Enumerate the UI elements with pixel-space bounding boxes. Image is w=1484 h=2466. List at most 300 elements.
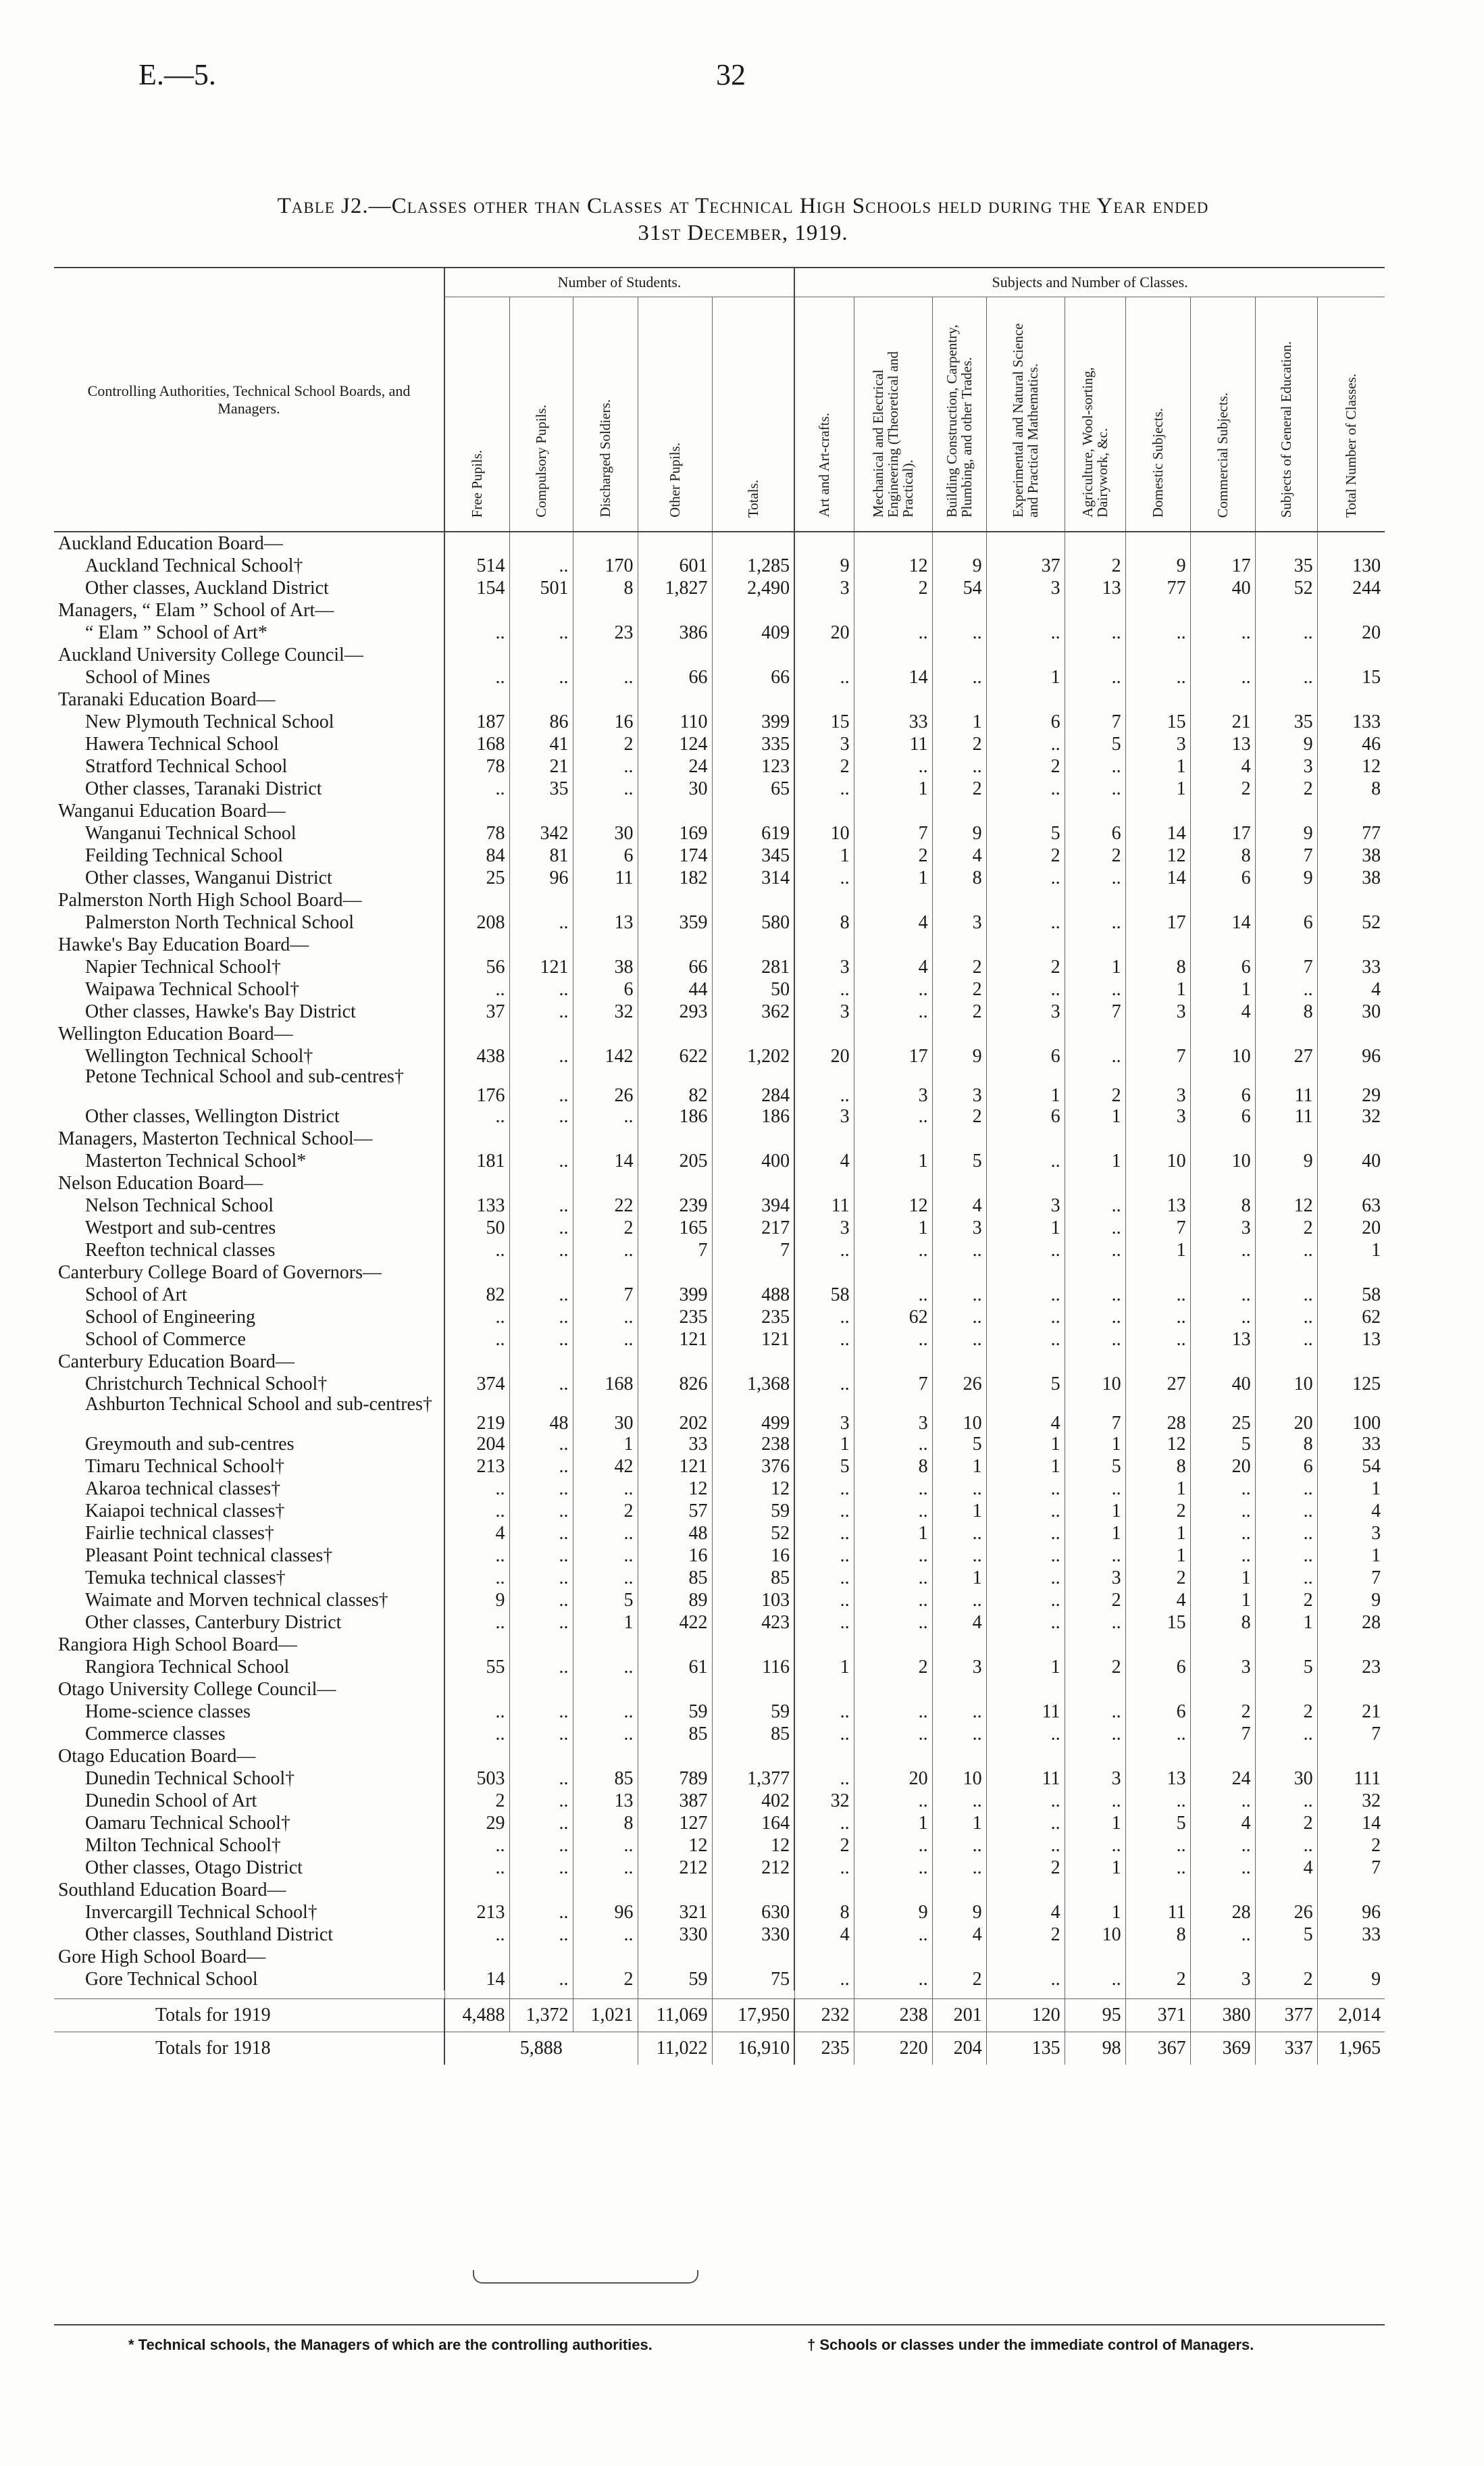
- row-cell: 423: [712, 1611, 794, 1634]
- row-cell: [1255, 800, 1317, 822]
- table-row: [54, 1834, 1385, 1857]
- row-cell: 499: [712, 1395, 794, 1433]
- col-general: Subjects of General Education.: [1255, 297, 1317, 532]
- row-cell: [932, 1678, 986, 1701]
- row-cell: 345: [712, 845, 794, 867]
- row-name: Temuka technical classes†: [85, 1567, 286, 1588]
- row-name: Greymouth and sub-centres: [85, 1434, 295, 1455]
- row-cell: 7: [1317, 1723, 1385, 1745]
- row-cell: ..: [1065, 1239, 1125, 1261]
- row-cell: 208: [444, 911, 509, 934]
- row-cell: 1: [854, 1812, 932, 1834]
- row-cell: ..: [1065, 755, 1125, 778]
- row-cell: 213: [444, 1901, 509, 1923]
- row-cell: 422: [638, 1611, 712, 1634]
- row-cell: 601: [638, 555, 712, 577]
- row-cell: [712, 889, 794, 911]
- row-cell: [854, 1678, 932, 1701]
- row-cell: ..: [573, 778, 638, 800]
- row-name: Milton Technical School†: [85, 1835, 281, 1856]
- row-cell: ..: [932, 1306, 986, 1328]
- row-cell: 409: [712, 622, 794, 644]
- row-cell: 9: [1255, 733, 1317, 755]
- row-cell: ..: [1065, 1968, 1125, 1990]
- row-cell: [932, 934, 986, 956]
- row-cell: 1: [1065, 1857, 1125, 1879]
- row-cell: 5: [1065, 733, 1125, 755]
- row-cell: [1255, 1634, 1317, 1656]
- row-cell: 9: [932, 1045, 986, 1067]
- row-cell: [444, 532, 509, 555]
- row-cell: 7: [1255, 956, 1317, 978]
- row-cell: ..: [509, 1923, 573, 1946]
- row-cell: 14: [1190, 911, 1255, 934]
- row-cell: [509, 1634, 573, 1656]
- row-cell: ..: [1065, 1328, 1125, 1351]
- row-cell: 17: [1190, 822, 1255, 845]
- row-cell: [712, 1023, 794, 1045]
- row-cell: [1190, 644, 1255, 666]
- row-cell: 168: [444, 733, 509, 755]
- row-cell: [1065, 800, 1125, 822]
- row-cell: 89: [638, 1589, 712, 1611]
- authority-heading-row: [54, 599, 1385, 622]
- row-cell: [712, 1128, 794, 1150]
- row-cell: 399: [712, 711, 794, 733]
- row-cell: ..: [854, 622, 932, 644]
- row-cell: 6: [986, 1045, 1065, 1067]
- totals-1918-cell: 1,965: [1317, 2032, 1385, 2065]
- row-cell: [986, 1745, 1065, 1767]
- row-cell: ..: [1065, 1544, 1125, 1567]
- row-cell: 75: [712, 1968, 794, 1990]
- row-cell: 3: [932, 1656, 986, 1678]
- row-name: Wellington Education Board—: [58, 1024, 293, 1045]
- row-cell: [1125, 1261, 1190, 1284]
- row-cell: [573, 1946, 638, 1968]
- row-cell: ..: [573, 1544, 638, 1567]
- row-cell: 44: [638, 978, 712, 1001]
- row-cell: 35: [1255, 711, 1317, 733]
- row-cell: 3: [1065, 1767, 1125, 1790]
- row-cell: ..: [932, 1834, 986, 1857]
- footnote-star: * Technical schools, the Managers of which are the controlling authorities.: [128, 2336, 653, 2353]
- row-cell: [1190, 1879, 1255, 1901]
- row-cell: ..: [509, 1544, 573, 1567]
- row-name: Palmerston North Technical School: [85, 912, 355, 933]
- row-cell: ..: [986, 778, 1065, 800]
- row-cell: 174: [638, 845, 712, 867]
- row-cell: 85: [573, 1767, 638, 1790]
- row-name: Other classes, Auckland District: [85, 578, 329, 599]
- row-cell: [854, 1879, 932, 1901]
- row-cell: 3: [794, 733, 854, 755]
- row-cell: ..: [444, 978, 509, 1001]
- row-cell: 121: [638, 1328, 712, 1351]
- row-cell: 33: [1317, 956, 1385, 978]
- row-cell: 1: [1125, 778, 1190, 800]
- totals-1918-cell: 16,910: [712, 2032, 794, 2065]
- row-cell: 789: [638, 1767, 712, 1790]
- row-cell: ..: [794, 1857, 854, 1879]
- row-cell: [1255, 1023, 1317, 1045]
- row-cell: 3: [1125, 1105, 1190, 1128]
- row-cell: 13: [573, 1790, 638, 1812]
- row-cell: ..: [573, 1478, 638, 1500]
- row-cell: 321: [638, 1901, 712, 1923]
- row-cell: ..: [932, 1857, 986, 1879]
- row-cell: ..: [509, 1812, 573, 1834]
- row-cell: 4: [932, 1611, 986, 1634]
- row-cell: 66: [638, 666, 712, 688]
- row-cell: ..: [509, 1105, 573, 1128]
- row-cell: 342: [509, 822, 573, 845]
- row-name: Timaru Technical School†: [85, 1456, 285, 1477]
- row-cell: [794, 1023, 854, 1045]
- row-cell: 142: [573, 1045, 638, 1067]
- row-cell: ..: [444, 1611, 509, 1634]
- row-cell: 4: [986, 1395, 1065, 1433]
- row-cell: [1255, 599, 1317, 622]
- row-cell: [932, 599, 986, 622]
- row-cell: ..: [1190, 1306, 1255, 1328]
- row-cell: ..: [509, 1328, 573, 1351]
- row-cell: 1,285: [712, 555, 794, 577]
- row-cell: 8: [1190, 845, 1255, 867]
- row-cell: 37: [986, 555, 1065, 577]
- row-cell: ..: [1065, 1701, 1125, 1723]
- row-cell: 399: [638, 1284, 712, 1306]
- table-row: [54, 1045, 1385, 1067]
- row-cell: ..: [986, 1522, 1065, 1544]
- row-cell: 30: [638, 778, 712, 800]
- row-cell: 20: [1317, 622, 1385, 644]
- row-cell: 6: [1125, 1701, 1190, 1723]
- row-cell: [638, 688, 712, 711]
- row-cell: ..: [1065, 911, 1125, 934]
- col-free-pupils: Free Pupils.: [444, 297, 509, 532]
- row-cell: [1065, 1879, 1125, 1901]
- col-compulsory-pupils: Compulsory Pupils.: [509, 297, 573, 532]
- subjects-group-header: Subjects and Number of Classes.: [794, 268, 1385, 297]
- row-cell: 26: [573, 1067, 638, 1105]
- row-cell: [712, 1946, 794, 1968]
- row-cell: ..: [932, 1328, 986, 1351]
- row-cell: ..: [509, 1701, 573, 1723]
- row-cell: 21: [1317, 1701, 1385, 1723]
- row-cell: [509, 532, 573, 555]
- col-mechanical: Mechanical and Electrical Engineering (Theoretical and Practical).: [854, 297, 932, 532]
- row-name: Taranaki Education Board—: [58, 689, 276, 710]
- row-cell: [1317, 1678, 1385, 1701]
- row-cell: 62: [1317, 1306, 1385, 1328]
- row-cell: ..: [1190, 666, 1255, 688]
- row-cell: 15: [1125, 711, 1190, 733]
- row-cell: 40: [1190, 577, 1255, 599]
- row-cell: 2: [1065, 845, 1125, 867]
- row-cell: 1: [1190, 978, 1255, 1001]
- row-cell: 1: [1317, 1544, 1385, 1567]
- row-cell: ..: [509, 1194, 573, 1217]
- totals-1919-cell: 11,069: [638, 1999, 712, 2032]
- row-cell: 40: [1317, 1150, 1385, 1172]
- row-cell: 1: [986, 1217, 1065, 1239]
- totals-1919-cell: 4,488: [444, 1999, 509, 2032]
- row-cell: 33: [1317, 1433, 1385, 1455]
- table-row: [54, 1567, 1385, 1589]
- row-cell: 2: [444, 1790, 509, 1812]
- row-cell: [794, 934, 854, 956]
- row-cell: 9: [1317, 1589, 1385, 1611]
- row-cell: ..: [509, 1217, 573, 1239]
- row-cell: 96: [1317, 1045, 1385, 1067]
- row-name: Napier Technical School†: [85, 957, 281, 978]
- row-name: Palmerston North High School Board—: [58, 890, 362, 911]
- table-row: [54, 1790, 1385, 1812]
- row-cell: [638, 889, 712, 911]
- row-cell: ..: [509, 1589, 573, 1611]
- row-cell: 3: [794, 1395, 854, 1433]
- row-cell: ..: [794, 1723, 854, 1745]
- row-cell: 9: [794, 555, 854, 577]
- totals-1918-cell: 220: [854, 2032, 932, 2065]
- row-cell: [638, 1023, 712, 1045]
- row-cell: [1190, 1128, 1255, 1150]
- row-cell: [1065, 934, 1125, 956]
- table-row: [54, 956, 1385, 978]
- row-cell: [712, 1634, 794, 1656]
- row-cell: [509, 800, 573, 822]
- row-cell: ..: [1065, 778, 1125, 800]
- row-cell: [1255, 688, 1317, 711]
- row-name: Nelson Education Board—: [58, 1173, 263, 1194]
- row-cell: ..: [932, 755, 986, 778]
- row-cell: 2: [932, 1105, 986, 1128]
- row-cell: [854, 1351, 932, 1373]
- row-cell: [1317, 889, 1385, 911]
- table-row: [54, 1373, 1385, 1395]
- row-cell: 28: [1125, 1395, 1190, 1433]
- row-cell: ..: [444, 778, 509, 800]
- row-cell: ..: [1190, 1284, 1255, 1306]
- row-cell: ..: [794, 1373, 854, 1395]
- row-cell: ..: [573, 1834, 638, 1857]
- row-cell: 52: [1255, 577, 1317, 599]
- row-name: Pleasant Point technical classes†: [85, 1545, 333, 1566]
- row-cell: 2: [573, 1968, 638, 1990]
- row-cell: 9: [932, 822, 986, 845]
- row-cell: 386: [638, 622, 712, 644]
- row-cell: ..: [986, 1567, 1065, 1589]
- row-cell: ..: [1190, 1478, 1255, 1500]
- row-name: Oamaru Technical School†: [85, 1813, 290, 1834]
- row-cell: [712, 688, 794, 711]
- row-cell: 28: [1190, 1901, 1255, 1923]
- table-row: [54, 867, 1385, 889]
- row-cell: 1: [986, 1433, 1065, 1455]
- row-cell: 8: [794, 911, 854, 934]
- row-cell: 4: [854, 911, 932, 934]
- row-cell: 8: [1317, 778, 1385, 800]
- row-cell: 204: [444, 1433, 509, 1455]
- row-cell: [638, 1634, 712, 1656]
- row-cell: ..: [573, 1656, 638, 1678]
- row-cell: [854, 1946, 932, 1968]
- row-cell: [509, 644, 573, 666]
- authority-heading-row: [54, 688, 1385, 711]
- row-cell: 219: [444, 1395, 509, 1433]
- row-cell: [1255, 1261, 1317, 1284]
- table-row: [54, 666, 1385, 688]
- row-cell: 41: [509, 733, 573, 755]
- row-cell: ..: [1065, 622, 1125, 644]
- row-cell: ..: [986, 1500, 1065, 1522]
- row-cell: [1125, 1023, 1190, 1045]
- row-cell: 10: [1065, 1373, 1125, 1395]
- row-cell: ..: [1065, 1194, 1125, 1217]
- row-cell: [509, 889, 573, 911]
- row-cell: 3: [854, 1395, 932, 1433]
- table-row: [54, 1923, 1385, 1946]
- row-cell: [444, 1023, 509, 1045]
- row-cell: 23: [1317, 1656, 1385, 1678]
- row-cell: 8: [932, 867, 986, 889]
- row-cell: ..: [986, 1306, 1065, 1328]
- totals-1919-cell: 1,021: [573, 1999, 638, 2032]
- row-cell: ..: [854, 1790, 932, 1812]
- row-cell: 400: [712, 1150, 794, 1172]
- row-cell: 9: [1317, 1968, 1385, 1990]
- row-name: Canterbury College Board of Governors—: [58, 1262, 382, 1283]
- row-cell: [573, 800, 638, 822]
- row-cell: ..: [444, 666, 509, 688]
- row-cell: ..: [794, 1567, 854, 1589]
- row-cell: [509, 1879, 573, 1901]
- row-cell: 239: [638, 1194, 712, 1217]
- table-row: [54, 1150, 1385, 1172]
- row-cell: [854, 1634, 932, 1656]
- table-row: [54, 1478, 1385, 1500]
- row-cell: 1: [794, 845, 854, 867]
- row-cell: 82: [638, 1067, 712, 1105]
- row-cell: [1255, 1678, 1317, 1701]
- row-cell: 48: [509, 1395, 573, 1433]
- row-cell: ..: [444, 1723, 509, 1745]
- row-cell: 2: [854, 845, 932, 867]
- row-cell: [1317, 1023, 1385, 1045]
- row-cell: [1065, 688, 1125, 711]
- totals-1918-cell: 369: [1190, 2032, 1255, 2065]
- row-cell: 4: [794, 1150, 854, 1172]
- table-row: [54, 978, 1385, 1001]
- row-name: Managers, Masterton Technical School—: [58, 1128, 373, 1149]
- row-cell: 10: [794, 822, 854, 845]
- row-cell: [1255, 1745, 1317, 1767]
- row-cell: 10: [1065, 1923, 1125, 1946]
- row-cell: 1: [573, 1433, 638, 1455]
- row-cell: [638, 1172, 712, 1194]
- row-cell: 3: [1317, 1522, 1385, 1544]
- row-cell: 2,490: [712, 577, 794, 599]
- row-cell: ..: [986, 978, 1065, 1001]
- col-building: Building Construction, Carpentry, Plumbing, and other Trades.: [932, 297, 986, 532]
- row-cell: [854, 934, 932, 956]
- row-cell: ..: [794, 1478, 854, 1500]
- col-agriculture: Agriculture, Wool-sorting, Dairywork, &c.: [1065, 297, 1125, 532]
- row-cell: [444, 1128, 509, 1150]
- table-row: [54, 1328, 1385, 1351]
- row-cell: 4: [794, 1923, 854, 1946]
- row-cell: [573, 1023, 638, 1045]
- row-cell: ..: [1125, 1857, 1190, 1879]
- row-cell: 111: [1317, 1767, 1385, 1790]
- row-cell: ..: [854, 1834, 932, 1857]
- row-cell: ..: [509, 1239, 573, 1261]
- totals-1918-cell: 337: [1255, 2032, 1317, 2065]
- row-cell: [638, 934, 712, 956]
- row-cell: ..: [509, 1045, 573, 1067]
- table-row: [54, 1968, 1385, 1990]
- row-cell: ..: [509, 1611, 573, 1634]
- row-cell: 85: [712, 1567, 794, 1589]
- row-cell: 7: [1065, 711, 1125, 733]
- table-row: [54, 778, 1385, 800]
- row-cell: [509, 1128, 573, 1150]
- page-reference: E.—5.: [138, 58, 216, 91]
- row-cell: 15: [1317, 666, 1385, 688]
- row-cell: [854, 1745, 932, 1767]
- row-name: Waimate and Morven technical classes†: [85, 1590, 388, 1611]
- row-cell: 1: [1065, 1522, 1125, 1544]
- row-name: Invercargill Technical School†: [85, 1902, 317, 1923]
- row-cell: 1: [1125, 1478, 1190, 1500]
- row-cell: ..: [509, 1767, 573, 1790]
- row-cell: 9: [1255, 1150, 1317, 1172]
- row-cell: 27: [1125, 1373, 1190, 1395]
- row-cell: ..: [986, 1790, 1065, 1812]
- row-cell: [1255, 1351, 1317, 1373]
- row-cell: [1125, 800, 1190, 822]
- row-name: Managers, “ Elam ” School of Art—: [58, 600, 334, 621]
- table-row: [54, 1217, 1385, 1239]
- row-cell: ..: [573, 1105, 638, 1128]
- row-cell: ..: [932, 1790, 986, 1812]
- row-cell: 30: [1255, 1767, 1317, 1790]
- row-cell: 284: [712, 1067, 794, 1105]
- table-row: [54, 577, 1385, 599]
- row-cell: 4: [986, 1901, 1065, 1923]
- row-cell: 32: [1317, 1790, 1385, 1812]
- table-row: [54, 1433, 1385, 1455]
- row-cell: ..: [794, 1522, 854, 1544]
- row-cell: ..: [1125, 666, 1190, 688]
- row-cell: ..: [444, 1328, 509, 1351]
- row-cell: ..: [854, 1611, 932, 1634]
- row-cell: 2: [932, 978, 986, 1001]
- row-cell: ..: [1190, 1522, 1255, 1544]
- col-totals: Totals.: [712, 297, 794, 532]
- row-cell: 314: [712, 867, 794, 889]
- row-cell: [1190, 599, 1255, 622]
- table-row: [54, 1611, 1385, 1634]
- row-cell: 9: [854, 1901, 932, 1923]
- table-row: [54, 1239, 1385, 1261]
- row-cell: ..: [854, 755, 932, 778]
- row-cell: 10: [1190, 1045, 1255, 1067]
- row-cell: [794, 599, 854, 622]
- row-cell: 330: [638, 1923, 712, 1946]
- row-cell: 82: [444, 1284, 509, 1306]
